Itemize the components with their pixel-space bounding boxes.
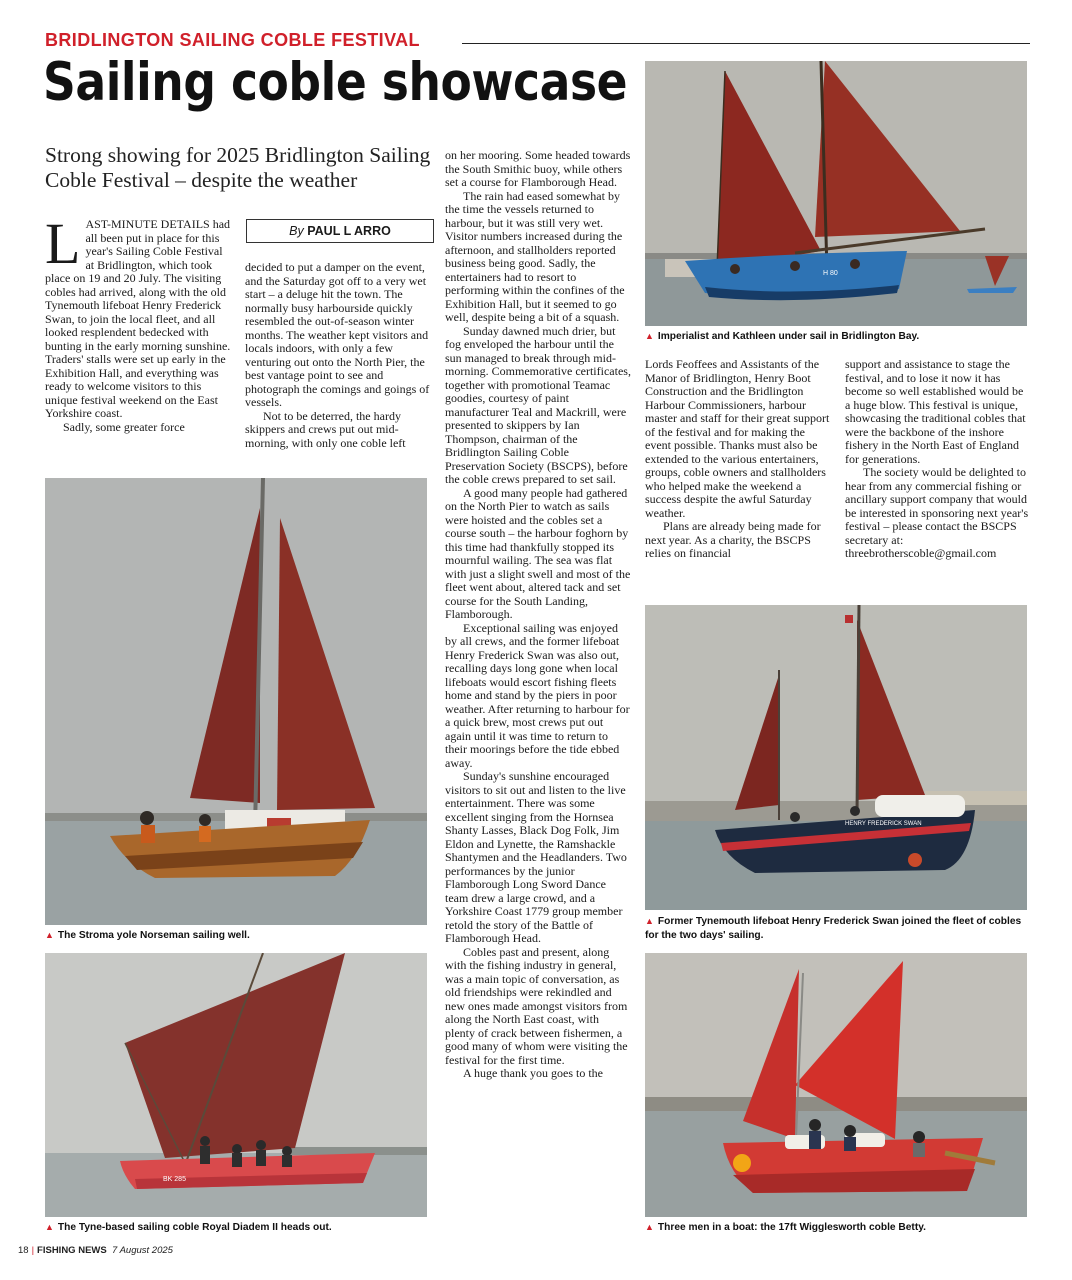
col3-paragraph-6: Sunday's sunshine encouraged visitors to sit out and listen to the live entertainment. There was some excellent singing from the Hornsea Shanty Lasses, Black Dog Folk, Jim Eldon and Lynette, the Ramshackle Shantymen and the Headlanders. Two performances by the junior Flamborough Long Sword Dance team drew a large crowd, and a Yorkshire Coast 1779 group member retold the story of the Battle of Flamborough Head. [445,769,627,945]
boat-marking-royal-diadem: BK 285 [163,1176,186,1183]
col2-paragraph-2: Not to be deterred, the hardy skippers and crews put out mid-morning, with only one coble left [245,408,406,450]
caption-pointer-icon: ▲ [45,930,54,940]
caption-pointer-icon: ▲ [645,916,654,926]
caption-pointer-icon: ▲ [645,331,654,341]
byline-by: By [289,224,304,238]
col1-paragraph-1: AST-MINUTE DETAILS had all been put in place for this year's Sailing Coble Festival at Bridlington, which took place on 19 and 20 July. The visiting cobles had arrived, along with the old Tynemouth lifeboat Henry Frederick Swan, to join the local fleet, and all looked resplendent bedecked with bunting in the early morning sunshine. Traders' stalls were set up early in the Exhibition Hall, and everything was ready to welcome visitors to this unique festival weekend on the East Yorkshire coast. [45,217,231,420]
folio-divider: | [31,1245,35,1256]
col3-paragraph-5: Exceptional sailing was enjoyed by all crews, and the former lifeboat Henry Frederick Swan was also out, recalling days long gone when local lifeboats would escort fishing fleets home and stand by the piers in poor weather. After returning to harbour for a quick brew, most crews put out again until it was time to return to their moorings before the tide ebbed away. [445,620,630,770]
photo-royal-diadem [45,953,427,1217]
page-folio [18,1245,173,1256]
col4-paragraph-1: Lords Feoffees and Assistants of the Manor of Bridlington, Henry Boot Construction and the Bridlington Harbour Commissioners, harbour master and staff for their great support of the festival and for making the event possible. Thanks must also be extended to the various entertainers, groups, coble owners and stallholders who helped make the weekend a success despite the awful Saturday weather. [645,357,830,520]
publication-name: FISHING NEWS [37,1245,107,1256]
photo-imperialist [645,61,1027,326]
caption-royal-diadem: ▲ The Tyne-based sailing coble Royal Diadem II heads out. [45,1222,332,1233]
page-number: 18 [18,1245,29,1256]
boat-marking-henry-swan: HENRY FREDERICK SWAN [845,821,922,827]
col3-paragraph-2: The rain had eased somewhat by the time the vessels returned to harbour, but it was still very wet. Visitor numbers increased during the afternoon, and stallholders reported business being good. Sadly, the entertainers had to resort to performing within the confines of the Exhibition Hall, but it seemed to go well, despite being a bit of a squash. [445,188,625,324]
caption-pointer-icon: ▲ [645,1222,654,1232]
col4-paragraph-2: Plans are already being made for next year. As a charity, the BSCPS relies on financial [645,519,821,560]
caption-henry-swan: ▲ Former Tynemouth lifeboat Henry Frederick Swan joined the fleet of cobles for the two days' sailing. [645,916,1022,941]
kicker-rule [462,43,1030,44]
section-kicker: BRIDLINGTON SAILING COBLE FESTIVAL [45,30,420,50]
col2-paragraph-1: decided to put a damper on the event, and the Saturday got off to a very wet start – a deluge hit the town. The normally busy harbourside quickly resembled the out-of-season winter months. The weather kept visitors and locals indoors, with only a few venturing out onto the North Pier, the best vantage point to see and photograph the comings and goings of vessels. [245,260,430,409]
col3-paragraph-8: A huge thank you goes to the [463,1066,603,1080]
standfirst: Strong showing for 2025 Bridlington Sailing Coble Festival – despite the weather [45,143,431,192]
caption-betty: ▲ Three men in a boat: the 17ft Wigglesworth coble Betty. [645,1222,926,1233]
col3-paragraph-4: A good many people had gathered on the North Pier to watch as sails were hoisted and the cobles set a course south – the harbour foghorn by this time had thankfully stopped its mournful wailing. The sea was flat with just a slight swell and most of the fleet went about, altered tack and set course for the South Landing, Flamborough. [445,485,631,621]
col3-paragraph-7: Cobles past and present, along with the fishing industry in general, was a main topic of conversation, as old friendships were rekindled and new ones made amongst visitors from along the North East coast, with plenty of crack between fishermen, a good many of whom were visiting the festival for the first time. [445,944,628,1067]
drop-cap: L [45,211,81,276]
caption-imperialist: ▲ Imperialist and Kathleen under sail in Bridlington Bay. [645,331,920,342]
col5-paragraph-1: support and assistance to stage the festival, and to lose it now it has become so well established would be a huge blow. This festival is unique, showcasing the traditional cobles that were the backbone of the inshore fishery in the North East of England for generations. [845,357,1026,466]
photo-norseman [45,478,427,925]
article-column-5 [845,358,1030,561]
caption-norseman: ▲ The Stroma yole Norseman sailing well. [45,930,250,941]
byline-author: PAUL L ARRO [307,224,391,238]
col3-paragraph-3: Sunday dawned much drier, but fog enveloped the harbour until the sun managed to break through mid-morning. Commemorative certificates, together with promotional Teamac goodies, courtesy of paint manufacturer Teal and Mackrill, were presented to skippers by Ian Thompson, chairman of the Bridlington Sailing Coble Preservation Society (BSCPS), before the coble crews prepared to set sail. [445,323,631,486]
col3-paragraph-1: on her mooring. Some headed towards the South Smithic buoy, while others set a course for Flamborough Head. [445,148,631,189]
col5-paragraph-2: The society would be delighted to hear from any commercial fishing or ancillary support company that would be interested in sponsoring next year's festival – please contact the BSCPS secretary at: threebrotherscoble@gmail.com [845,465,1029,560]
photo-betty [645,953,1027,1217]
boat-marking-imperialist: H 80 [823,270,838,277]
photo-henry-swan [645,605,1027,910]
article-column-2 [245,261,433,450]
article-column-4 [645,358,830,561]
page-title: Sailing coble showcase [43,52,628,113]
col1-paragraph-2: Sadly, some greater force [63,419,185,434]
article-column-3 [445,149,631,1081]
byline [246,219,434,243]
issue-date: 7 August 2025 [112,1245,173,1256]
article-column-1 [45,211,231,434]
caption-pointer-icon: ▲ [45,1222,54,1232]
